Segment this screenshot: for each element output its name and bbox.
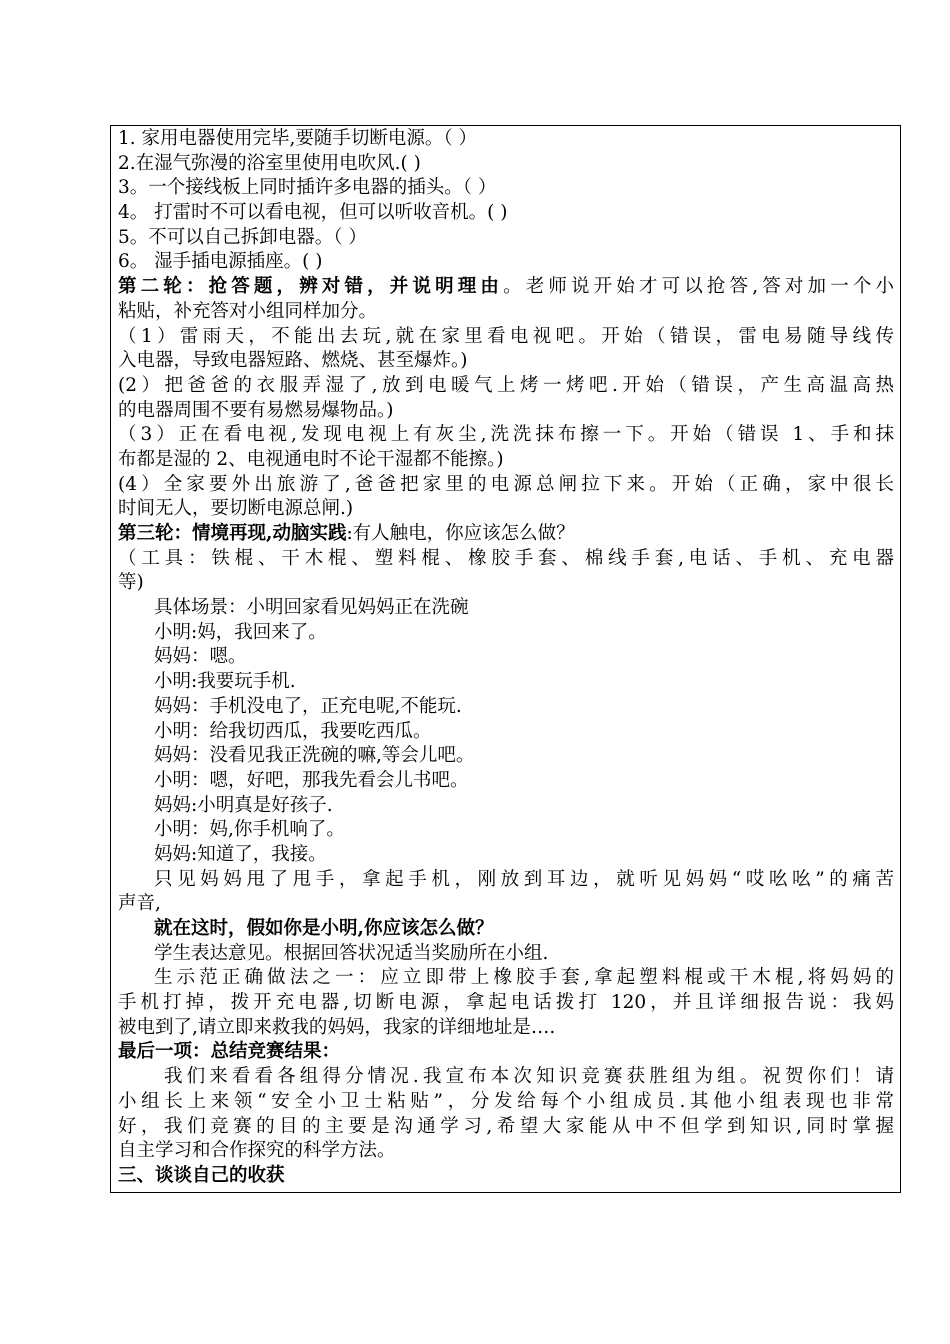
round3-tools-line2: 等): [118, 572, 144, 594]
summary-line4: 自主学习和合作探究的科学方法。: [118, 1140, 396, 1162]
round2-heading: 第二轮：抢答题，辨对错，并说明理由: [118, 276, 504, 298]
round2-q2-line1: (2）把爸爸的衣服弄湿了,放到电暖气上烤一烤吧.开始（错误，产生高温高热: [118, 374, 894, 396]
round2-q3-line2: 布都是湿的 2、电视通电时不论干湿都不能擦。): [118, 448, 504, 470]
demo-line1: 生示范正确做法之一：应立即带上橡胶手套,拿起塑料棍或干木棍,将妈妈的: [154, 967, 894, 989]
dialogue-line: 小明：妈,你手机响了。: [154, 819, 345, 841]
round3-heading: 第三轮：情境再现,动脑实践: [118, 523, 347, 544]
dialogue-line: 小明：嗯，好吧，那我先看会儿书吧。: [154, 769, 469, 791]
section-three-heading: 三、谈谈自己的收获: [118, 1164, 285, 1186]
dialogue-line: 妈妈：手机没电了，正充电呢,不能玩.: [154, 695, 462, 717]
round2-intro-line2: 粘贴，补充答对小组同样加分。: [118, 300, 378, 322]
key-question: 就在这时，假如你是小明,你应该怎么做？: [154, 918, 494, 939]
quiz-item-4: 4。 打雷时不可以看电视，但可以听收音机。( ): [118, 202, 508, 224]
narration-line1: 只见妈妈甩了甩手，拿起手机，刚放到耳边，就听见妈妈“哎吆吆”的痛苦: [154, 868, 894, 890]
round2-q1-line2: 入电器，导致电器短路、燃烧、甚至爆炸。): [118, 350, 468, 372]
table-bottom-rule: [110, 1192, 901, 1193]
dialogue-line: 小明：给我切西瓜，我要吃西瓜。: [154, 720, 432, 742]
scene-description: 具体场景：小明回家看见妈妈正在洗碗: [154, 597, 469, 619]
dialogue-line: 小明:妈，我回来了。: [154, 621, 327, 643]
round3-intro: [118, 522, 894, 547]
round2-q1-line1: （1）雷雨天，不能出去玩,就在家里看电视吧。开始（错误，雷电易随导线传: [118, 325, 894, 347]
round3-tools-line1: （工具：铁棍、干木棍、塑料棍、橡胶手套、棉线手套,电话、手机、充电器: [118, 547, 894, 569]
dialogue-line: 妈妈:小明真是好孩子.: [154, 794, 333, 816]
student-response: 学生表达意见。根据回答状况适当奖励所在小组.: [154, 942, 549, 964]
demo-line3: 被电到了,请立即来救我的妈妈，我家的详细地址是….: [118, 1016, 556, 1038]
demo-line2: 手机打掉，拨开充电器,切断电源，拿起电话拨打 120，并且详细报告说：我妈: [118, 992, 894, 1014]
round2-intro-text: 。老师说开始才可以抢答,答对加一个小: [503, 276, 894, 298]
quiz-item-3: 3。一个接线板上同时插许多电器的插头。（ ）: [118, 177, 497, 199]
quiz-item-5: 5。不可以自己拆卸电器。（ ）: [118, 226, 367, 248]
round3-intro-text: :有人触电，你应该怎么做？: [346, 523, 575, 544]
round2-q3-line1: （3）正在看电视,发现电视上有灰尘,洗洗抹布擦一下。开始（错误 1、手和抹: [118, 424, 894, 446]
round2-intro: [118, 275, 894, 300]
dialogue-line: 小明:我要玩手机.: [154, 671, 296, 693]
dialogue-line: 妈妈：没看见我正洗碗的嘛,等会儿吧。: [154, 745, 475, 767]
quiz-item-2: 2.在湿气弥漫的浴室里使用电吹风.( ): [118, 152, 421, 174]
quiz-item-1: 1. 家用电器使用完毕,要随手切断电源。（ ）: [118, 128, 478, 149]
summary-line3: 好，我们竞赛的目的主要是沟通学习,希望大家能从中不但学到知识,同时掌握: [118, 1115, 894, 1137]
summary-line1: 我们来看看各组得分情况.我宣布本次知识竞赛获胜组为组。祝贺你们！请: [164, 1066, 894, 1088]
dialogue-line: 妈妈：嗯。: [154, 646, 247, 668]
lesson-content: [118, 127, 894, 1189]
narration-line2: 声音,: [118, 893, 161, 915]
summary-line2: 小组长上来领“安全小卫士粘贴”，分发给每个小组成员.其他小组表现也非常: [118, 1090, 894, 1112]
round2-q4-line1: (4）全家要外出旅游了,爸爸把家里的电源总闸拉下来。开始（正确，家中很长: [118, 473, 894, 495]
dialogue-line: 妈妈:知道了，我接。: [154, 843, 327, 865]
round2-q2-line2: 的电器周围不要有易燃易爆物品。): [118, 399, 394, 421]
final-heading: 最后一项：总结竞赛结果：: [118, 1041, 341, 1063]
quiz-item-6: 6。 湿手插电源插座。( ): [118, 251, 323, 273]
round2-q4-line2: 时间无人，要切断电源总闸.): [118, 498, 354, 520]
